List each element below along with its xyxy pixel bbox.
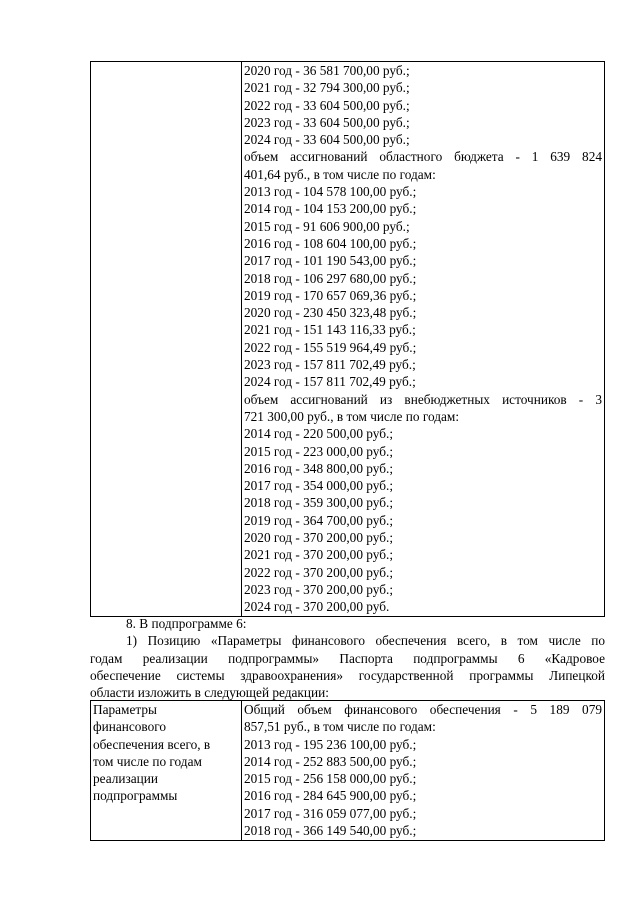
table1-right-cell: [242, 62, 605, 617]
financing-table-continued: [90, 61, 605, 617]
table1-line: объем ассигнований областного бюджета - 1 639 824: [244, 149, 602, 165]
table1-line: 2021 год - 151 143 116,33 руб.;: [244, 322, 416, 338]
table2-right-line: 2018 год - 366 149 540,00 руб.;: [244, 823, 417, 839]
table2-left-line: финансового: [93, 719, 167, 735]
paragraph-line: годам реализации подпрограммы» Паспорта подпрограммы 6 «Кадровое: [90, 650, 605, 666]
table1-line: 2018 год - 359 300,00 руб.;: [244, 495, 394, 511]
table2-right-line: 2015 год - 256 158 000,00 руб.;: [244, 771, 417, 787]
table2-right-line: Общий объем финансового обеспечения - 5 189 079: [244, 702, 602, 717]
table2-left-line: обеспечения всего, в: [93, 736, 211, 752]
table1-line: 721 300,00 руб., в том числе по годам:: [244, 408, 460, 424]
table1-line: 2022 год - 370 200,00 руб.;: [244, 564, 394, 580]
table1-line: 2013 год - 104 578 100,00 руб.;: [244, 184, 417, 200]
subprogram-6-section: [90, 615, 605, 701]
table2-left-line: Параметры: [93, 702, 157, 717]
table1-line: 2017 год - 101 190 543,00 руб.;: [244, 253, 417, 269]
table1-line: 2018 год - 106 297 680,00 руб.;: [244, 270, 417, 286]
section-heading: 8. В подпрограмме 6:: [126, 616, 247, 631]
table1-line: 2020 год - 36 581 700,00 руб.;: [244, 63, 410, 78]
table2-left-line: реализации: [93, 771, 158, 787]
table1-line: 2021 год - 370 200,00 руб.;: [244, 547, 394, 563]
table2-right-cell: [242, 701, 605, 841]
table1-line: 2023 год - 370 200,00 руб.;: [244, 581, 394, 597]
table1-line: 2019 год - 364 700,00 руб.;: [244, 512, 394, 528]
table2-right-line: 2016 год - 284 645 900,00 руб.;: [244, 788, 417, 804]
table1-left-cell: [91, 62, 242, 617]
financing-parameters-table: [90, 700, 605, 841]
table1-line: 2022 год - 33 604 500,00 руб.;: [244, 97, 410, 113]
table2-right-line: 2017 год - 316 059 077,00 руб.;: [244, 805, 417, 821]
table2-left-line: том числе по годам: [93, 753, 202, 769]
table1-line: 2014 год - 220 500,00 руб.;: [244, 426, 394, 442]
table1-line: 401,64 руб., в том числе по годам:: [244, 166, 436, 182]
table1-line: 2022 год - 155 519 964,49 руб.;: [244, 339, 417, 355]
table1-line: 2014 год - 104 153 200,00 руб.;: [244, 201, 417, 217]
table1-line: 2019 год - 170 657 069,36 руб.;: [244, 287, 417, 303]
table1-line: объем ассигнований из внебюджетных источников - 3: [244, 391, 602, 407]
table2-left-cell: [91, 701, 242, 841]
paragraph-line: обеспечение системы здравоохранения» государственной программы Липецкой: [90, 667, 605, 683]
table2-left-line: подпрограммы: [93, 788, 178, 804]
table1-line: 2024 год - 33 604 500,00 руб.;: [244, 132, 410, 148]
table1-line: 2016 год - 348 800,00 руб.;: [244, 460, 394, 476]
table2-right-line: 2014 год - 252 883 500,00 руб.;: [244, 753, 417, 769]
table1-line: 2015 год - 91 606 900,00 руб.;: [244, 218, 410, 234]
table1-line: 2024 год - 157 811 702,49 руб.;: [244, 374, 416, 390]
table1-line: 2020 год - 370 200,00 руб.;: [244, 530, 394, 546]
table1-line: 2020 год - 230 450 323,48 руб.;: [244, 305, 417, 321]
table1-line: 2021 год - 32 794 300,00 руб.;: [244, 80, 410, 96]
table1-line: 2024 год - 370 200,00 руб.: [244, 599, 390, 615]
table2-right-line: 2013 год - 195 236 100,00 руб.;: [244, 736, 417, 752]
table1-line: 2015 год - 223 000,00 руб.;: [244, 443, 394, 459]
table1-line: 2023 год - 33 604 500,00 руб.;: [244, 114, 410, 130]
table1-line: 2017 год - 354 000,00 руб.;: [244, 478, 394, 494]
paragraph-line: области изложить в следующей редакции:: [90, 685, 329, 701]
table1-line: 2016 год - 108 604 100,00 руб.;: [244, 235, 417, 251]
paragraph-line: 1) Позицию «Параметры финансового обеспечения всего, в том числе по: [126, 633, 605, 649]
table1-line: 2023 год - 157 811 702,49 руб.;: [244, 357, 416, 373]
table2-right-line: 857,51 руб., в том числе по годам:: [244, 719, 436, 735]
